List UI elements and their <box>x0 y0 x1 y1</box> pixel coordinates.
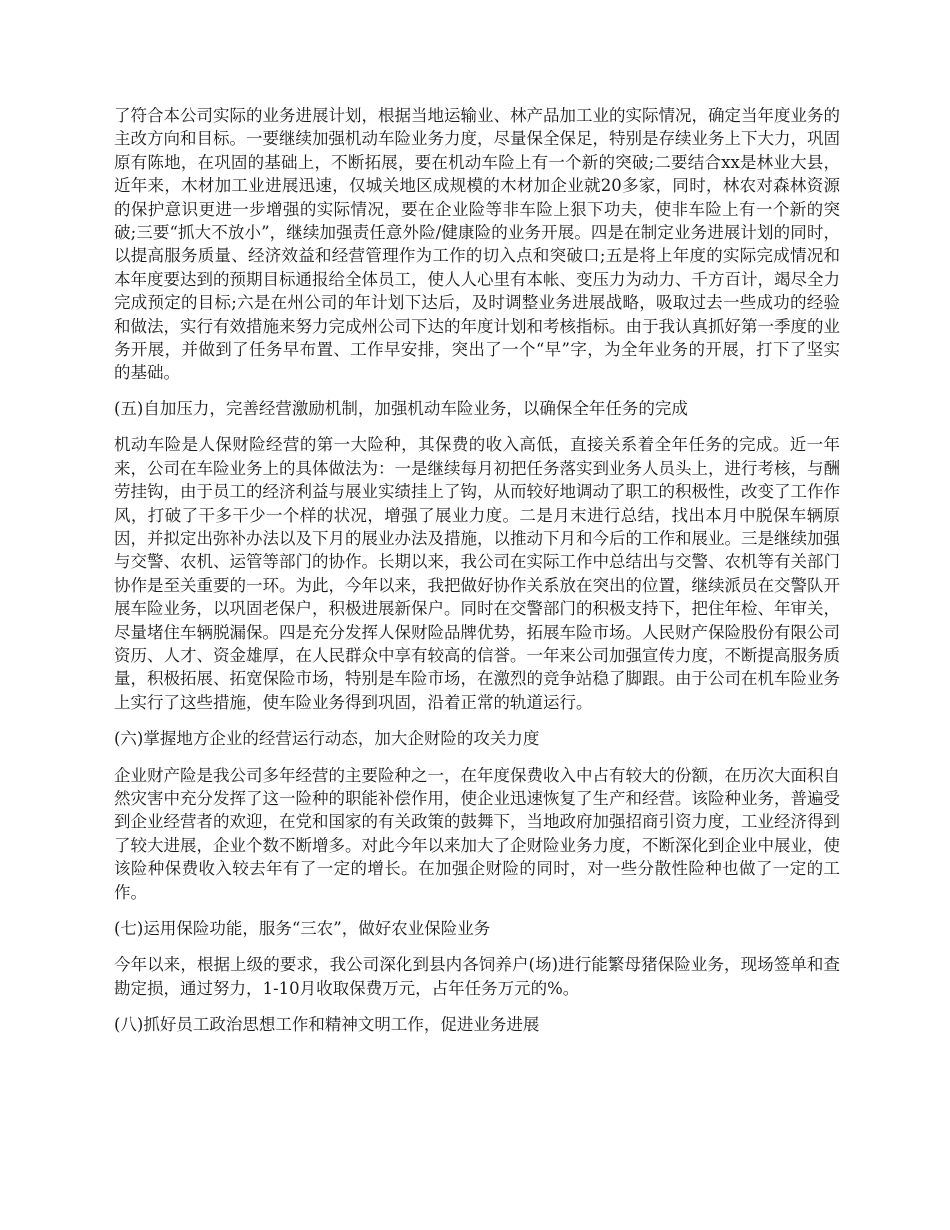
section-heading-5: (五)自加压力，完善经营激励机制，加强机动车险业务，以确保全年任务的完成 <box>114 398 688 418</box>
paragraph-business-plan: 了符合本公司实际的业务进展计划，根据当地运输业、林产品加工业的实际情况，确定当年度业务的主改方向和目标。一要继续加强机动车险业务力度，尽量保全保足，特别是存续业务上下大力，巩固原有陈地，在巩固的基础上，不断拓展，要在机动车险上有一个新的突破;二要结合xx是林业大县，近年来，木材加工业进展迅速，仅城关地区成规模的木材加企业就20多家，同时，林农对森林资源的保护意识更进一步增强的实际情况，要在企业险等非车险上狠下功夫，使非车险上有一个新的突破;三要“抓大不放小”，继续加强责任意外险/健康险的业务开展。四是在制定业务进展计划的同时，以提高服务质量、经济效益和经营管理作为工作的切入点和突破口;五是将上年度的实际完成情况和本年度要达到的预期目标通报给全体员工，使人人心里有本帐、变压力为动力、千方百计，竭尽全力完成预定的目标;六是在州公司的年计划下达后，及时调整业务进展战略，吸取过去一些成功的经验和做法，实行有效措施来努力完成州公司下达的年度计划和考核指标。由于我认真抓好第一季度的业务开展，并做到了任务早布置、工作早安排，突出了一个“早”字，为全年业务的开展，打下了坚实的基础。 <box>114 106 840 383</box>
paragraph-agriculture-insurance: 今年以来，根据上级的要求，我公司深化到县内各饲养户(场)进行能繁母猪保险业务，现场签单和查勘定损，通过努力，1-10月收取保费万元，占年任务万元的%。 <box>114 955 840 998</box>
section-heading-6: (六)掌握地方企业的经营运行动态，加大企财险的攻关力度 <box>114 729 540 749</box>
section-heading-8: (八)抓好员工政治思想工作和精神文明工作，促进业务进展 <box>114 1015 540 1035</box>
document-body <box>114 104 840 1050</box>
paragraph-enterprise-property: 企业财产险是我公司多年经营的主要险种之一，在年度保费收入中占有较大的份额，在历次大面积自然灾害中充分发挥了这一险种的职能补偿作用，使企业迅速恢复了生产和经营。该险种业务，普遍受到企业经营者的欢迎，在党和国家的有关政策的鼓舞下，当地政府加强招商引资力度，工业经济得到了较大进展，企业个数不断增多。对此今年以来加大了企财险业务力度，不断深化到企业中展业，使该险种保费收入较去年有了一定的增长。在加强企财险的同时，对一些分散性险种也做了一定的工作。 <box>114 765 840 902</box>
section-heading-7: (七)运用保险功能，服务“三农”，做好农业保险业务 <box>114 919 491 938</box>
paragraph-auto-insurance: 机动车险是人保财险经营的第一大险种，其保费的收入高低，直接关系着全年任务的完成。近一年来，公司在车险业务上的具体做法为：一是继续每月初把任务落实到业务人员头上，进行考核，与酬劳挂钩，由于员工的经济利益与展业实绩挂上了钩，从而较好地调动了职工的积极性，改变了工作作风，打破了干多干少一个样的状况，增强了展业力度。二是月末进行总结，找出本月中脱保车辆原因，并拟定出弥补办法以及下月的展业办法及措施，以推动下月和今后的工作和展业。三是继续加强与交警、农机、运管等部门的协作。长期以来，我公司在实际工作中总结出与交警、农机等有关部门协作是至关重要的一环。为此，今年以来，我把做好协作关系放在突出的位置，继续派员在交警队开展车险业务，以巩固老保户，积极进展新保户。同时在交警部门的积极支持下，把住年检、年审关，尽量堵住车辆脱漏保。四是充分发挥人保财险品牌优势，拓展车险市场。人民财产保险股份有限公司资历、人才、资金雄厚，在人民群众中享有较高的信誉。一年来公司加强宣传力度，不断提高服务质量，积极拓展、拓宽保险市场，特别是车险市场，在激烈的竞争站稳了脚跟。由于公司在机车险业务上实行了这些措施，使车险业务得到巩固，沿着正常的轨道运行。 <box>114 435 840 712</box>
